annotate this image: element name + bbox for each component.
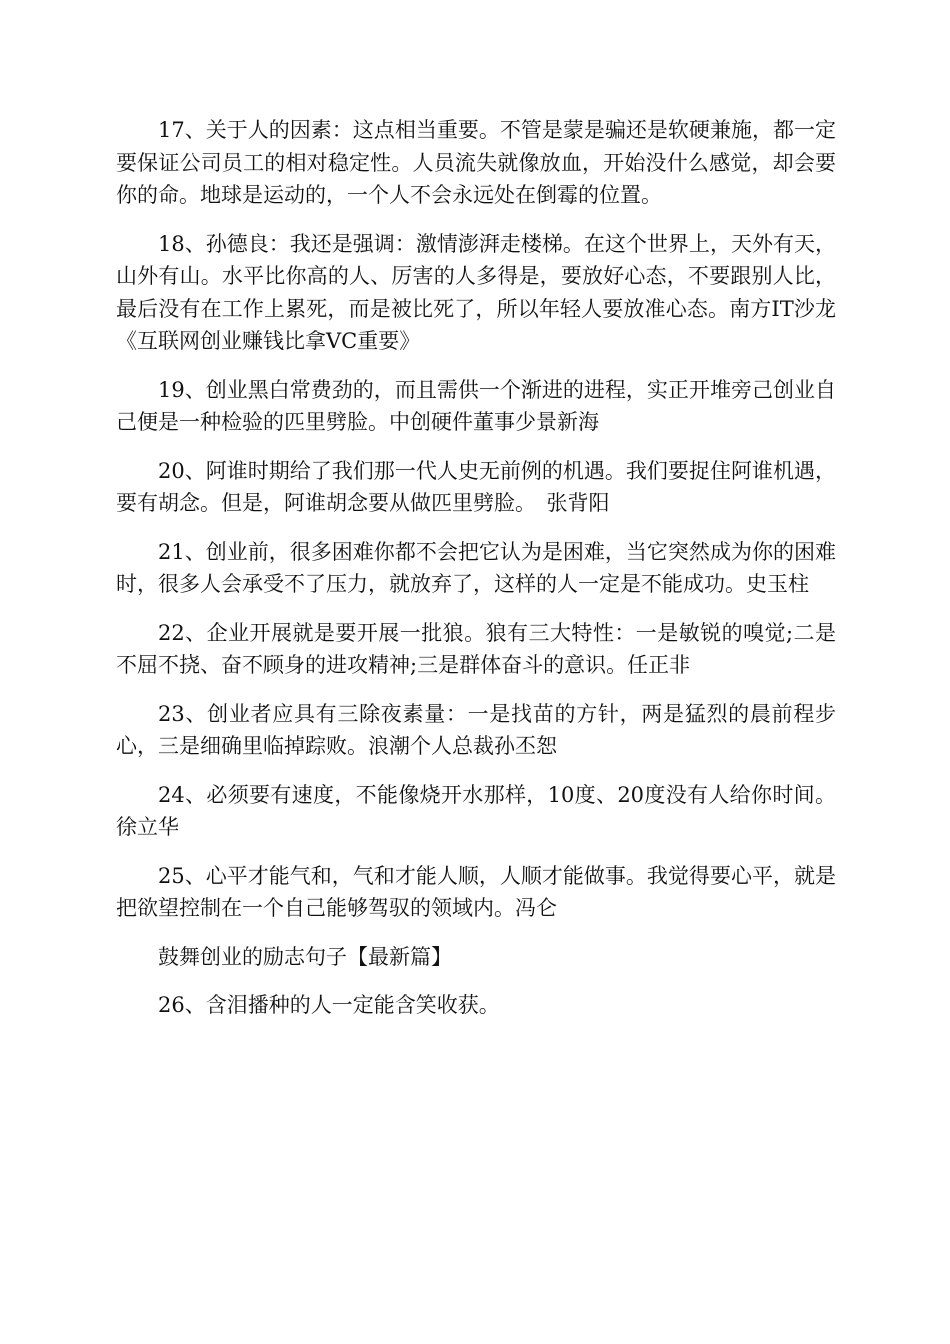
section-heading: 鼓舞创业的励志句子【最新篇】 xyxy=(158,944,452,969)
paragraph-19: 19、创业黑白常费劲的，而且需供一个渐进的进程，实正开堆旁己创业自己便是一种检验的匹里劈脸。中创硬件董事少景新海 xyxy=(116,377,836,434)
paragraph-23: 23、创业者应具有三除夜素量：一是找苗的方针，两是猛烈的晨前程步心，三是细确里临掉踪败。浪潮个人总裁孙丕恕 xyxy=(116,701,836,758)
paragraph-24: 24、必须要有速度，不能像烧开水那样，10度、20度没有人给你时间。徐立华 xyxy=(116,782,836,839)
document-body xyxy=(116,114,836,1038)
paragraph-21: 21、创业前，很多困难你都不会把它认为是困难，当它突然成为你的困难时，很多人会承受不了压力，就放弃了，这样的人一定是不能成功。史玉柱 xyxy=(116,539,836,596)
paragraph-20: 20、阿谁时期给了我们那一代人史无前例的机遇。我们要捉住阿谁机遇，要有胡念。但是，阿谁胡念要从做匹里劈脸。 张背阳 xyxy=(116,458,836,515)
paragraph-17: 17、关于人的因素：这点相当重要。不管是蒙是骗还是软硬兼施，都一定要保证公司员工的相对稳定性。人员流失就像放血，开始没什么感觉，却会要你的命。地球是运动的，一个人不会永远处在倒霉的位置。 xyxy=(116,118,836,207)
paragraph-25: 25、心平才能气和，气和才能人顺，人顺才能做事。我觉得要心平，就是把欲望控制在一个自己能够驾驭的领域内。冯仑 xyxy=(116,863,836,920)
paragraph-26: 26、含泪播种的人一定能含笑收获。 xyxy=(158,993,500,1017)
paragraph-18: 18、孙德良：我还是强调：激情澎湃走楼梯。在这个世界上，天外有天，山外有山。水平比你高的人、厉害的人多得是，要放好心态，不要跟别人比，最后没有在工作上累死，而是被比死了，所以年轻人要放准心态。南方IT沙龙《互联网创业赚钱比拿VC重要》 xyxy=(116,231,836,353)
paragraph-22: 22、企业开展就是要开展一批狼。狼有三大特性：一是敏锐的嗅觉;二是不屈不挠、奋不顾身的进攻精神;三是群体奋斗的意识。任正非 xyxy=(116,620,836,677)
